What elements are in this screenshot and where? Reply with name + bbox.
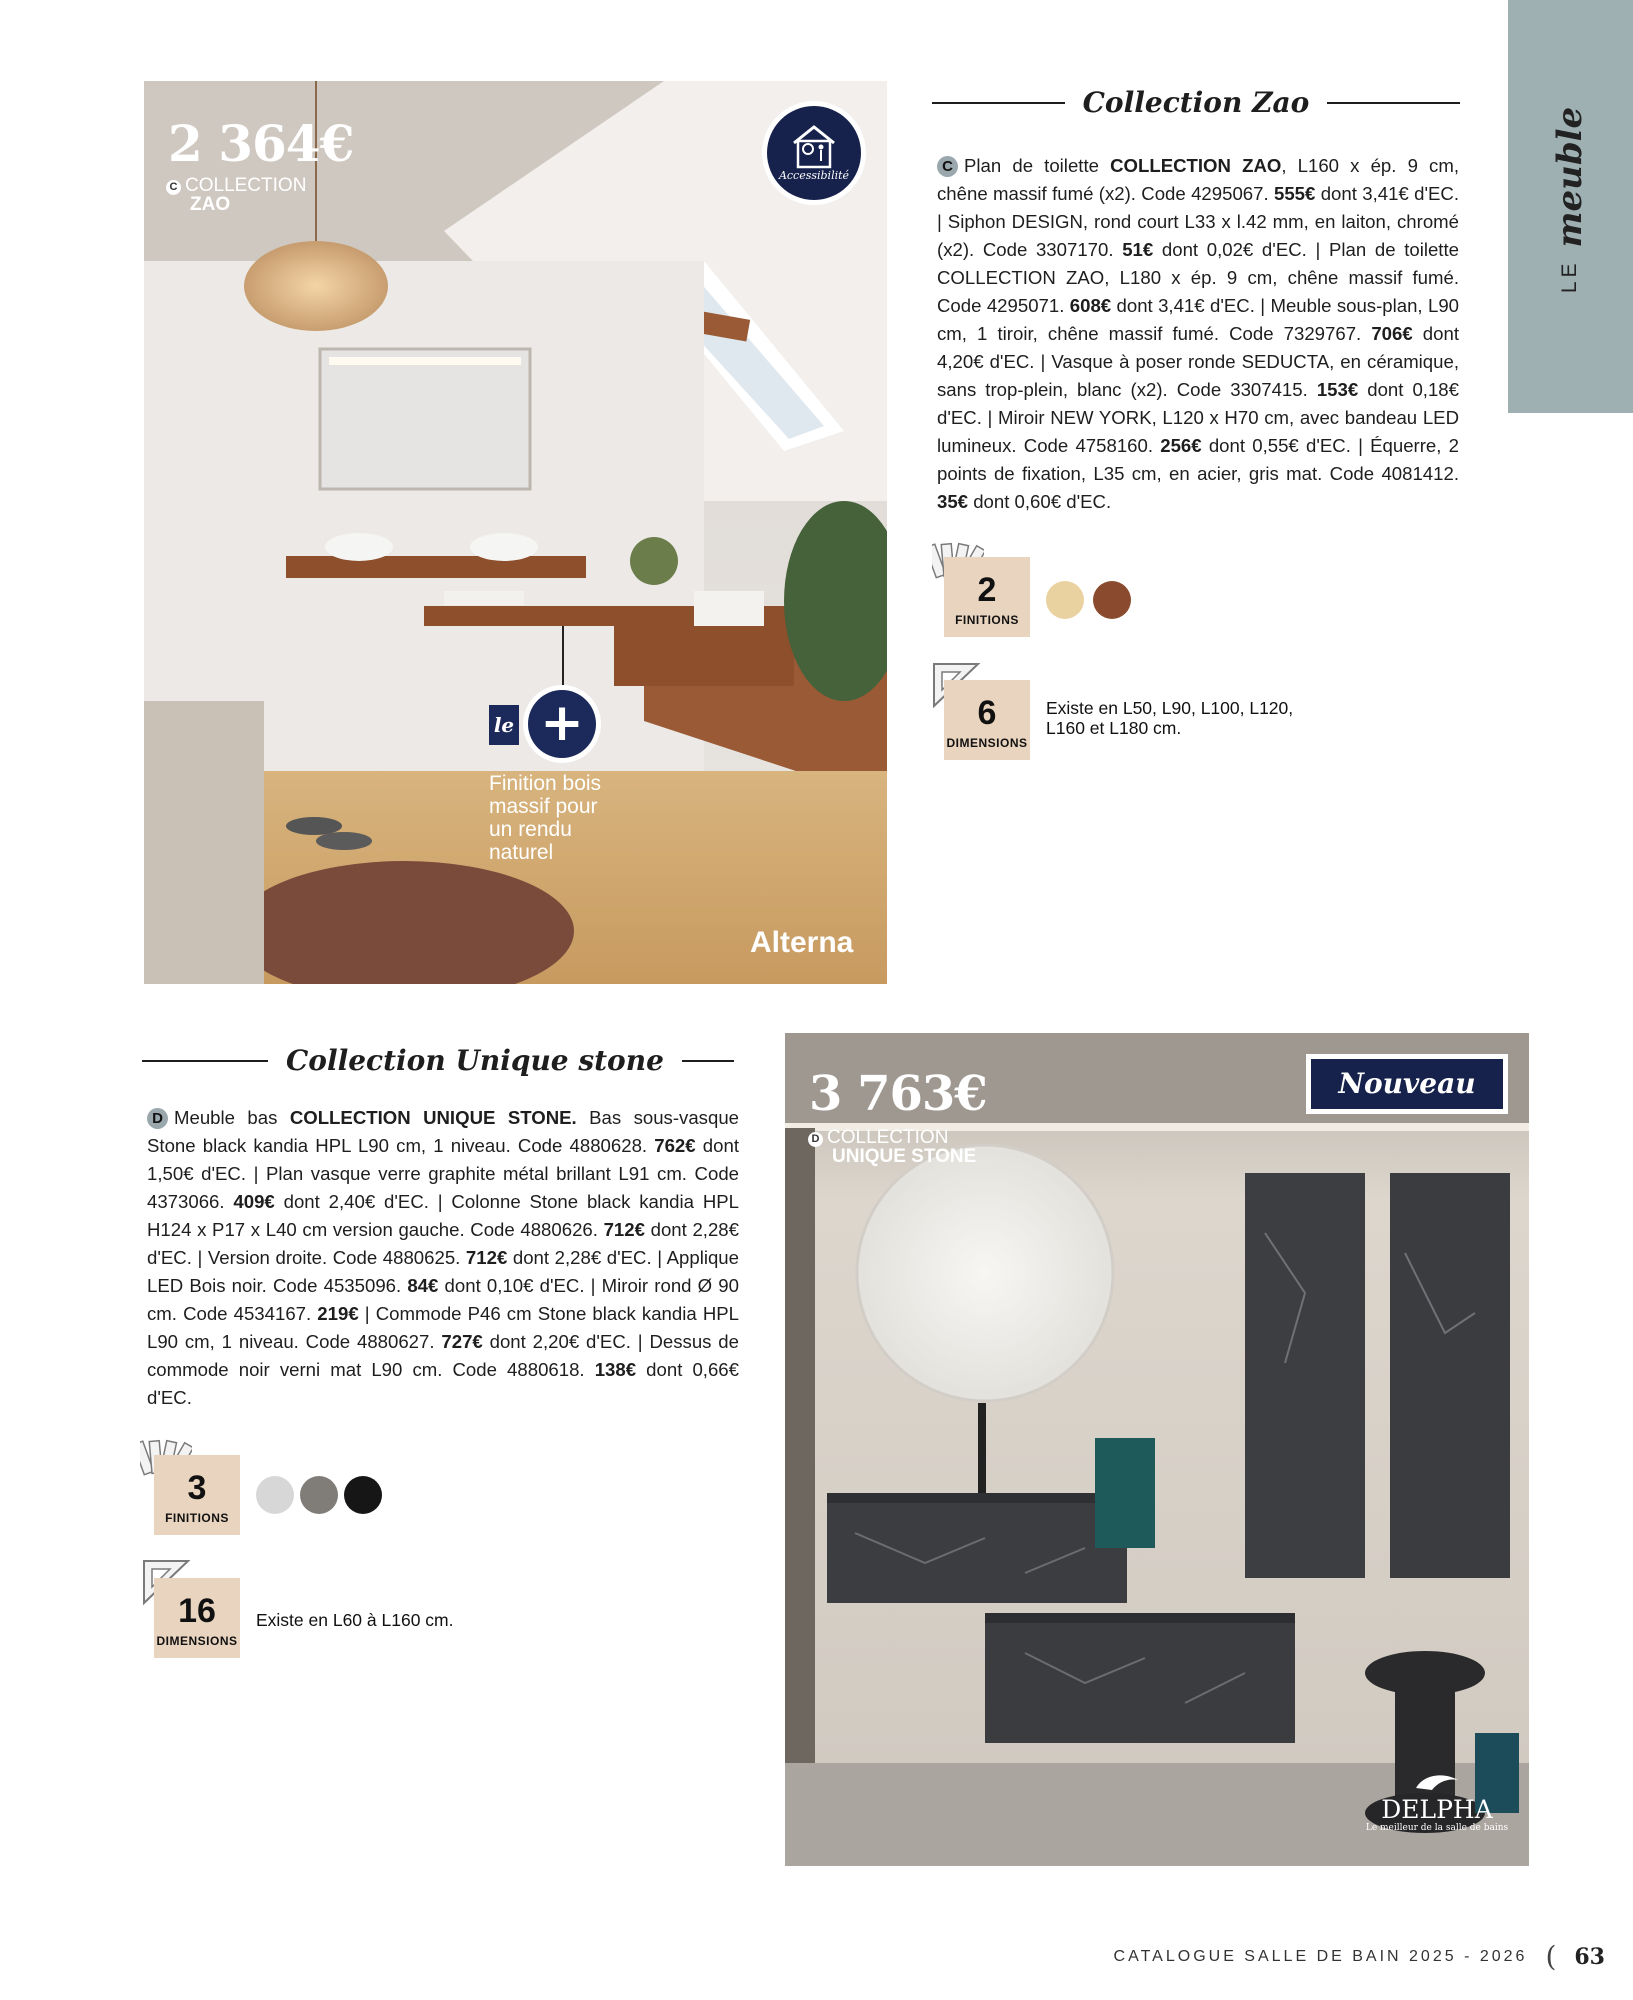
side-tab-label — [1508, 0, 1633, 413]
unique-collection-line1: COLLECTION — [827, 1127, 949, 1148]
zao-collection-line1: COLLECTION — [185, 175, 307, 196]
description-emphasis: 35€ — [937, 491, 969, 512]
description-emphasis: COLLECTION ZAO — [1110, 155, 1282, 176]
description-text: dont 2,28€ d'EC. | Version droite. Code 4880625. — [147, 1219, 739, 1268]
zao-heading-title: Collection Zao — [1082, 86, 1310, 119]
description-text: dont 1,50€ d'EC. | Plan vasque verre graphite métal brillant L91 cm. Code 4373066. — [147, 1135, 739, 1212]
description-emphasis: 727€ — [441, 1331, 483, 1352]
description-emphasis: 256€ — [1160, 435, 1202, 456]
description-text: dont 2,40€ d'EC. | Colonne Stone black kandia HPL H124 x P17 x L40 cm version gauche. Code 4880626. — [147, 1191, 740, 1240]
footer-divider: ( — [1545, 1940, 1557, 1973]
description-text: dont 2,20€ d'EC. | Dessus de commode noir verni mat L90 cm. Code 4880618. — [147, 1331, 739, 1380]
description-text: Plan de toilette — [964, 155, 1111, 176]
zao-price: 2 364€ — [168, 114, 354, 173]
unique-sizes: Existe en L60 à L160 cm. — [256, 1610, 454, 1630]
description-text: dont 2,28€ d'EC. | Applique LED Bois noir. Code 4535096. — [147, 1247, 739, 1296]
unique-finitions-label: FINITIONS — [165, 1511, 229, 1525]
side-tab-prefix: LE — [1558, 259, 1581, 294]
unique-heading-title: Collection Unique stone — [286, 1044, 664, 1077]
unique-price-badge: D — [808, 1132, 823, 1147]
accessibility-icon — [788, 121, 840, 169]
description-emphasis: 84€ — [407, 1275, 439, 1296]
nouveau-label: Nouveau — [1311, 1059, 1503, 1109]
unique-collection-line2: UNIQUE STONE — [832, 1146, 977, 1167]
plus-caption — [489, 772, 601, 864]
unique-finitions-count: 3 — [187, 1469, 207, 1507]
description-text: | Commode P46 cm Stone black kandia HPL L90 cm, 1 niveau. Code 4880627. — [147, 1303, 739, 1352]
delpha-logo — [1362, 1770, 1512, 1833]
description-text: dont 0,02€ d'EC. | Plan de toilette COLLECTION ZAO, L180 x ép. 9 cm, chêne massif fumé. Code 4295071. — [937, 239, 1459, 316]
zao-dimensions-count: 6 — [977, 694, 997, 732]
description-emphasis: 138€ — [594, 1359, 637, 1380]
catalogue-title: CATALOGUE SALLE DE BAIN 2025 - 2026 — [1113, 1947, 1528, 1965]
description-text: Bas sous-vasque Stone black kandia HPL L90 cm, 1 niveau. Code 4880628. — [147, 1107, 740, 1156]
delpha-wordmark: DELPHA — [1381, 1795, 1493, 1824]
description-emphasis: 409€ — [233, 1191, 275, 1212]
zao-finitions-box — [944, 557, 1030, 637]
delpha-tagline: Le meilleur de la salle de bains — [1365, 1823, 1509, 1833]
page-number: 63 — [1574, 1943, 1605, 1970]
zao-finitions-count: 2 — [977, 571, 997, 609]
dolphin-icon — [1414, 1770, 1460, 1792]
unique-finish-swatch[interactable] — [300, 1476, 338, 1514]
zao-sizes-line: L160 et L180 cm. — [1046, 718, 1182, 738]
description-text: dont 3,41€ d'EC. | Meuble sous-plan, L90 cm, 1 tiroir, chêne massif fumé. Code 7329767. — [937, 295, 1460, 344]
zao-sizes — [1046, 698, 1293, 738]
unique-price: 3 763€ — [809, 1066, 987, 1122]
description-emphasis: 608€ — [1069, 295, 1112, 316]
unique-heading — [142, 1044, 734, 1077]
description-text: Meuble bas — [174, 1107, 290, 1128]
description-text: dont 0,55€ d'EC. | Équerre, 2 points de fixation, L35 cm, en acier, gris mat. Code 4081412. — [937, 435, 1459, 484]
nouveau-badge — [1306, 1054, 1508, 1114]
side-tab-word: meuble — [1550, 106, 1590, 248]
collection-letter-badge: D — [147, 1108, 168, 1129]
page-footer — [1114, 1940, 1605, 1973]
unique-description — [147, 1104, 739, 1412]
collection-letter-badge: C — [937, 156, 958, 177]
zao-finish-swatch[interactable] — [1093, 581, 1131, 619]
accessibility-label: Accessibilité — [778, 169, 850, 182]
zao-finish-swatch[interactable] — [1046, 581, 1084, 619]
description-text: dont 0,60€ d'EC. — [968, 491, 1112, 512]
unique-collection-label — [808, 1128, 976, 1166]
plus-icon — [523, 685, 601, 763]
zao-sizes-line: Existe en L50, L90, L100, L120, — [1046, 698, 1294, 718]
description-emphasis: 153€ — [1316, 379, 1359, 400]
plus-caption-line: massif pour — [489, 795, 598, 818]
description-text: dont 0,18€ d'EC. | Miroir NEW YORK, L120 x H70 cm, avec bandeau LED lumineux. Code 4758160. — [937, 379, 1459, 456]
unique-dimensions-box — [154, 1578, 240, 1658]
description-emphasis: 762€ — [654, 1135, 696, 1156]
zao-dimensions-label: DIMENSIONS — [946, 736, 1028, 750]
unique-finish-swatch[interactable] — [344, 1476, 382, 1514]
description-emphasis: 712€ — [603, 1219, 645, 1240]
zao-description — [937, 152, 1459, 516]
zao-price-badge: C — [166, 180, 181, 195]
plus-caption-line: Finition bois — [489, 772, 602, 795]
description-emphasis: 51€ — [1122, 239, 1154, 260]
description-text: dont 0,66€ d'EC. — [147, 1359, 739, 1408]
description-emphasis: COLLECTION UNIQUE STONE. — [289, 1107, 577, 1128]
description-text: dont 4,20€ d'EC. | Vasque à poser ronde SEDUCTA, en céramique, sans trop-plein, blanc (x2). Code 3307415. — [937, 323, 1459, 400]
description-text: , L160 x ép. 9 cm, chêne massif fumé (x2). Code 4295067. — [937, 155, 1460, 204]
plus-caption-line: naturel — [489, 841, 554, 864]
description-text: dont 3,41€ d'EC. | Siphon DESIGN, rond court L33 x l.42 mm, en laiton, chromé (x2). Code 3307170. — [937, 183, 1459, 260]
alterna-logo: Alterna — [750, 926, 854, 959]
unique-finish-swatch[interactable] — [256, 1476, 294, 1514]
unique-finitions-box — [154, 1455, 240, 1535]
description-emphasis: 712€ — [465, 1247, 508, 1268]
description-emphasis: 555€ — [1273, 183, 1316, 204]
zao-collection-line2: ZAO — [190, 194, 231, 215]
plus-symbol: + — [528, 690, 596, 758]
description-text: dont 0,10€ d'EC. | Miroir rond Ø 90 cm. Code 4534167. — [147, 1275, 739, 1324]
le-plus-badge: le — [489, 705, 519, 745]
unique-dimensions-count: 16 — [178, 1592, 216, 1630]
zao-collection-label — [166, 176, 306, 214]
description-emphasis: 706€ — [1371, 323, 1413, 344]
accessibility-badge — [762, 101, 866, 205]
zao-finitions-label: FINITIONS — [955, 613, 1019, 627]
unique-dimensions-label: DIMENSIONS — [156, 1634, 238, 1648]
zao-heading — [932, 86, 1460, 119]
description-emphasis: 219€ — [317, 1303, 359, 1324]
plus-caption-line: un rendu — [489, 818, 572, 841]
zao-dimensions-box — [944, 680, 1030, 760]
